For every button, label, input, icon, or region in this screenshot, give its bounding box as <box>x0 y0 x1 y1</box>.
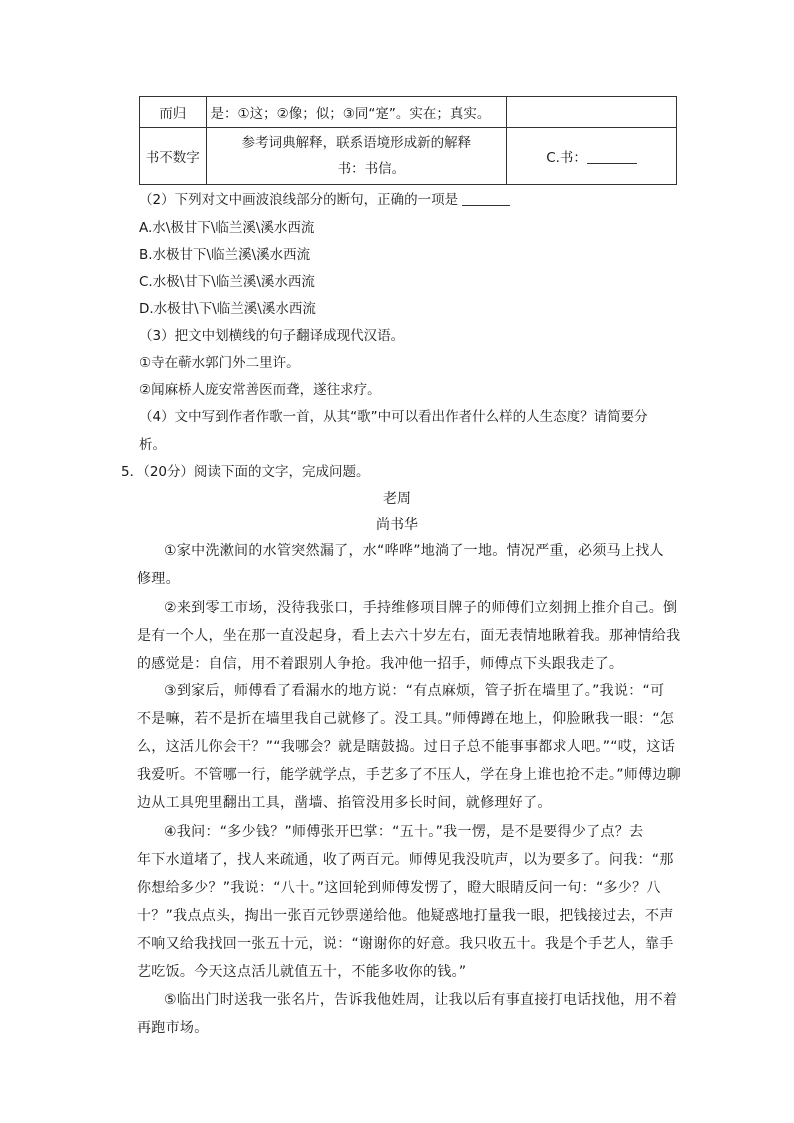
paragraph-line: 修理。 <box>137 571 180 587</box>
paragraph-line: 的感觉是：自信，用不着跟别人争抢。我冲他一招手，师傅点下头跟我走了。 <box>137 656 624 672</box>
paragraph-line: ⑤临出门时送我一张名片，告诉我他姓周，让我以后有事直接打电话找他，用不着 <box>164 992 678 1008</box>
paragraph-line: 年下水道堵了，找人来疏通，收了两百元。师傅见我没吭声，以为要多了。问我：“那 <box>137 852 674 868</box>
paragraph-line: ③到家后，师傅看了看漏水的地方说：“有点麻烦，管子折在墙里了。”我说：“可 <box>164 683 665 699</box>
explanation-line-2: 书：书信。 <box>337 161 406 177</box>
paragraph-line: 不是嘛，若不是折在墙里我自己就修了。没工具。”师傅蹲在地上，仰脸瞅我一眼：“怎 <box>137 711 675 727</box>
question-4-line-1: （4）文中写到作者作歌一首，从其“歌”中可以看出作者什么样的人生态度？请简要分 <box>139 409 648 425</box>
paragraph-line: 再跑市场。 <box>137 1020 209 1036</box>
question-3-item-2: ②闻麻桥人庞安常善医而聋，遂往求疗。 <box>139 382 381 398</box>
paragraph-line: 是有一个人，坐在那一直没起身，看上去六十岁左右，面无表情地瞅着我。那神情给我 <box>137 628 681 644</box>
option-a: A.水\极甘下\临兰溪\溪水西流 <box>139 220 315 236</box>
question-2-text: （2）下列对文中画波浪线部分的断句，正确的一项是 <box>139 192 459 208</box>
paragraph-line: 我爱听。不管哪一行，能学就学点，手艺多了不压人，学在身上谁也抢不走。”师傅边聊 <box>137 767 681 783</box>
explanation-line-1: 参考词典解释，联系语境形成新的解释 <box>241 135 472 151</box>
paragraph-line: ②来到零工市场，没待我张口，手持维修项目牌子的师傅们立刻拥上推介自己。倒 <box>164 600 678 616</box>
table-row <box>140 128 677 185</box>
question-3-prompt: （3）把文中划横线的句子翻译成现代汉语。 <box>139 328 405 344</box>
article-author: 尚书华 <box>376 517 418 533</box>
paragraph-line: 不响又给我找回一张五十元，说：“谢谢你的好意。我只收五十。我是个手艺人，靠手 <box>137 936 674 952</box>
paragraph-line: 十？”我点点头，掏出一张百元钞票递给他。他疑惑地打量我一眼，把钱接过去，不声 <box>137 908 674 924</box>
option-b: B.水极甘下\临兰溪\溪水西流 <box>139 247 311 263</box>
vocab-table <box>139 96 677 185</box>
table-answer-cell <box>507 97 677 128</box>
table-term-cell: 书不数字 <box>140 128 207 185</box>
paragraph-line: 么，这活儿你会干？”“我哪会？就是瞎鼓捣。过日子总不能事事都求人吧。”“哎，这话 <box>137 739 676 755</box>
question-2-prompt <box>139 188 510 208</box>
answer-prefix: C.书： <box>546 150 587 166</box>
question-2-answer-blank[interactable] <box>462 193 510 206</box>
paragraph-line: ①家中洗漱间的水管突然漏了，水“哗哗”地淌了一地。情况严重，必须马上找人 <box>164 543 664 559</box>
table-explanation-cell <box>206 128 507 185</box>
paragraph-line: ④我问：“多少钱？”师傅张开巴掌：“五十。”我一愣，是不是要得少了点？去 <box>164 824 644 840</box>
question-3-item-1: ①寺在蕲水郭门外二里许。 <box>139 355 300 371</box>
paragraph-line: 边从工具兜里翻出工具，凿墙、掐管没用多长时间，就修理好了。 <box>137 795 552 811</box>
question-4-line-2: 析。 <box>139 437 166 453</box>
question-5-prompt: 5．（20分）阅读下面的文字，完成问题。 <box>121 464 370 480</box>
option-c: C.水极\甘下\临兰溪\溪水西流 <box>139 274 315 290</box>
table-answer-cell <box>507 128 677 185</box>
table-explanation-cell: 是：①这；②像；似；③同“寔”。实在；真实。 <box>206 97 507 128</box>
table-row <box>140 97 677 128</box>
table-term-cell: 而归 <box>140 97 207 128</box>
paragraph-line: 艺吃饭。今天这点活儿就值五十，不能多收你的钱。” <box>137 964 467 980</box>
paragraph-line: 你想给多少？”我说：“八十。”这回轮到师傅发愣了，瞪大眼睛反问一句：“多少？八 <box>137 880 661 896</box>
option-d: D.水极甘\下\临兰溪\溪水西流 <box>139 301 316 317</box>
article-title: 老周 <box>383 491 411 507</box>
answer-blank[interactable] <box>587 149 637 164</box>
